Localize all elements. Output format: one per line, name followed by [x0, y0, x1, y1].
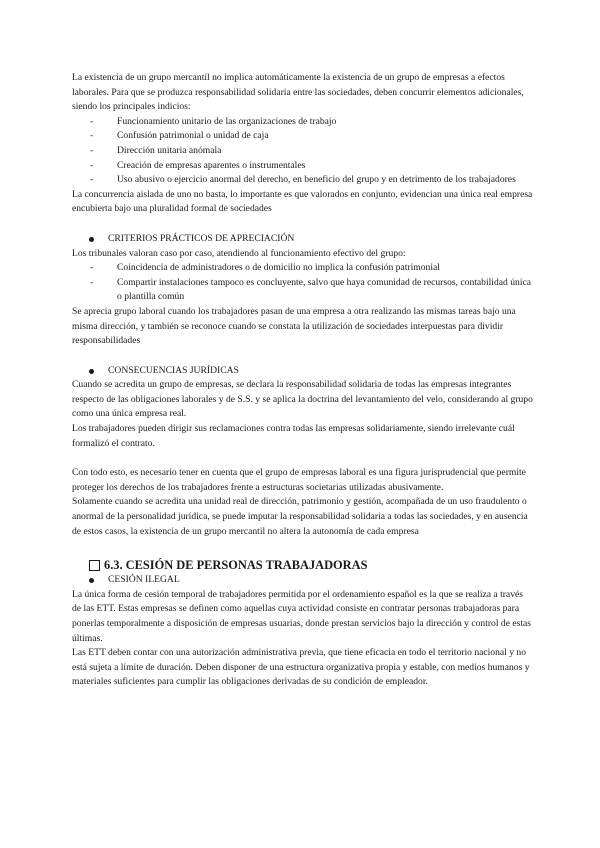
list-item: - Dirección unitaria anómala [90, 144, 534, 159]
list-item: - Confusión patrimonial o unidad de caja [90, 129, 534, 144]
cesion-ilegal-heading-text: CESIÓN ILEGAL [108, 574, 180, 586]
summary-paragraph: Con todo esto, es necesario tener en cuenta que el grupo de empresas laboral es una figura jurisprudencial que permite proteger los derechos de los trabajadores frente a estructuras societarias utilizadas abusivamente. [72, 467, 526, 493]
list-item: - Compartir instalaciones tampoco es concluyente, salvo que haya comunidad de recursos, contabilidad única o plantilla común [90, 276, 534, 305]
list-item: - Coincidencia de administradores o de domicilio no implica la confusión patrimonial [90, 261, 534, 276]
cesion-ilegal-heading [72, 573, 534, 588]
summary-paragraph: Solamente cuando se acredita una unidad real de dirección, patrimonio y gestión, acompañada de un uso fraudulento o anormal de la personalidad jurídica, se puede imputar la responsabilidad solidaria a todas las sociedades, y en ausencia de estos casos, la existencia de un grupo mercantil no altera la autonomía de cada empresa [72, 496, 528, 537]
document-page [72, 71, 534, 690]
criterios-heading [72, 232, 534, 247]
criterios-list [72, 261, 534, 305]
indicios-list [72, 115, 534, 188]
consecuencias-heading [72, 364, 534, 379]
criterios-conclusion: Se aprecia grupo laboral cuando los trabajadores pasan de una empresa a otra realizando las mismas tareas bajo una misma dirección, y también se reconoce cuando se constata la utilización de sociedades interpuestas para dividir responsabilidades [72, 305, 516, 347]
section-title [72, 557, 534, 573]
consecuencias-paragraph: Cuando se acredita un grupo de empresas, se declara la responsabilidad solidaria de todas las empresas integrantes respecto de las obligaciones laborales y de S.S. y se aplica la doctrina del levantamiento del velo, considerando al grupo como una única empresa real. [72, 379, 533, 420]
list-item: - Funcionamiento unitario de las organizaciones de trabajo [90, 115, 534, 130]
bullet-icon [89, 237, 94, 242]
list-item: - Uso abusivo o ejercicio anormal del derecho, en beneficio del grupo y en detrimento de los trabajadores [90, 173, 534, 188]
intro-conclusion: La concurrencia aislada de uno no basta, lo importante es que valorados en conjunto, evidencian una única real empresa encubierta bajo una pluralidad formal de sociedades [72, 188, 533, 215]
consecuencias-paragraph: Los trabajadores pueden dirigir sus reclamaciones contra todas las empresas solidariamente, siendo irrelevante cuál formalizó el contrato. [72, 423, 515, 449]
checkbox-icon [89, 560, 100, 571]
section-title-text: 6.3. CESIÓN DE PERSONAS TRABAJADORAS [104, 558, 368, 573]
section-paragraph: La única forma de cesión temporal de trabajadores permitida por el ordenamiento español es la que se realiza a través de las ETT. Estas empresas se definen como aquellas cuya actividad consiste en contratar personas trabajadoras para ponerlas temporalmente a disposición de empresas usuarias, donde prestan servicios bajo la dirección y control de estas últimas. [72, 588, 532, 644]
bullet-icon [89, 578, 94, 583]
criterios-paragraph: Los tribunales valoran caso por caso, atendiendo al funcionamiento efectivo del grupo: [72, 247, 406, 259]
intro-paragraph: La existencia de un grupo mercantil no implica automáticamente la existencia de un grupo de empresas a efectos laborales. Para que se produzca responsabilidad solidaria entre las sociedades, deben concurrir elementos adicionales, siendo los principales indicios: [72, 72, 524, 113]
section-paragraph: Las ETT deben contar con una autorización administrativa previa, que tiene eficacia en todo el territorio nacional y no está sujeta a límite de duración. Deben disponer de una estructura organizativa propia y estable, con medios humanos y materiales suficientes para cumplir las obligaciones derivadas de su condición de empleador. [72, 647, 530, 688]
criterios-heading-text: CRITERIOS PRÁCTICOS DE APRECIACIÓN [108, 232, 295, 244]
list-item: - Creación de empresas aparentes o instrumentales [90, 159, 534, 174]
consecuencias-heading-text: CONSECUENCIAS JURÍDICAS [108, 364, 239, 376]
bullet-icon [89, 369, 94, 374]
